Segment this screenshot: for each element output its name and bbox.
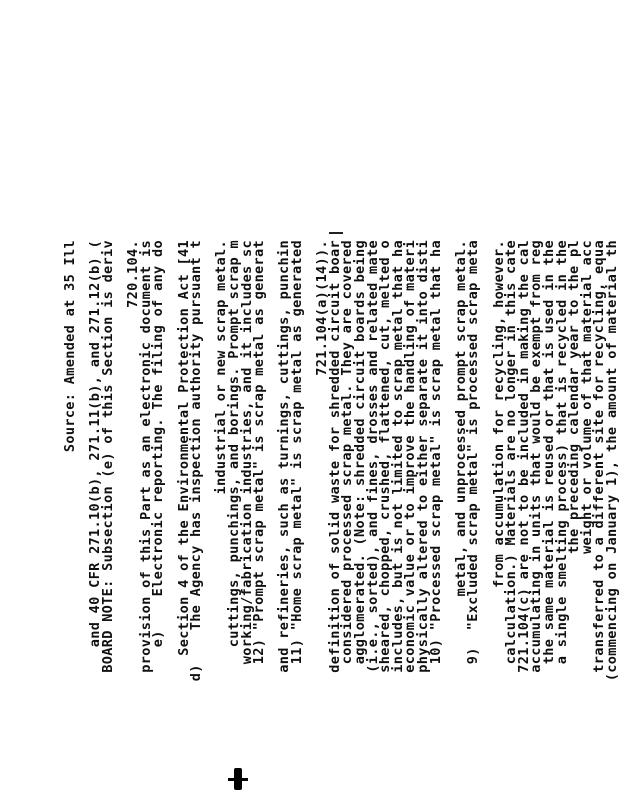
text-line: 12) "Prompt scrap metal" is scrap metal as generat xyxy=(251,240,267,665)
text-line: (i.e., sorted), and fines, drosses and related mate xyxy=(364,240,381,673)
text-line: industrial or new scrap metal. xyxy=(213,240,230,495)
text-line: transferred to a different site for recycling, equa xyxy=(591,240,608,673)
text-line: metal, and unprocessed prompt scrap metal. xyxy=(452,240,469,597)
text-line: 721.104(a)(14)). xyxy=(314,240,330,376)
text-line: definition of solid waste for shredded circuit boar xyxy=(326,240,343,673)
text-line: physically altered to either separate it into disti xyxy=(414,240,431,673)
text-line: weight or volume of that material acc xyxy=(578,240,595,554)
text-line: sheared, chopped, crushed, flattened, cut, melted o xyxy=(377,240,393,673)
text-line: calculation.) Materials are no longer in this cate xyxy=(503,240,519,665)
text-line: Section 4 of the Environmental Protection Act [41 xyxy=(175,240,192,656)
text-line: d) The Agency has inspection authority pursuant t xyxy=(188,240,204,682)
text-line: the preceding calendar year to the pl xyxy=(566,240,582,554)
text-line: accumulating in units that would be exempt from reg xyxy=(528,240,545,673)
text-line: provision of this Part as an electronic document is xyxy=(137,240,154,673)
text-line: 721.104(c) are not to be included in making the cal xyxy=(515,240,532,673)
text-line: 11) "Home scrap metal" is scrap metal as generated xyxy=(288,240,305,665)
text-line: a single smelting process) that is recycled in the xyxy=(553,240,570,665)
text-line: economic value or to improve the handling of materi xyxy=(402,240,419,673)
text-line: agglomerated. (Note: shredded circuit boards being xyxy=(351,240,368,665)
text-line: cuttings, punchings, and borings. Prompt scrap m xyxy=(225,240,242,648)
text-line: and refineries, such as turnings, cuttings, punchin xyxy=(276,240,293,673)
text-line: 720.104. xyxy=(125,240,141,308)
text-line: (commencing on January 1), the amount of material th xyxy=(603,240,620,682)
text-line: 9) "Excluded scrap metal" is processed scrap meta xyxy=(465,240,482,665)
text-line: the same material is reused or that is used in the xyxy=(540,240,557,665)
text-line: Source: Amended at 35 Ill xyxy=(62,240,78,453)
text-line: considered processed scrap metal. They are covered xyxy=(339,240,356,665)
text-line: includes, but is not limited to scrap metal that ha xyxy=(389,240,406,673)
text-line: working/fabrication industries, and it includes sc xyxy=(238,240,255,665)
text-line: 10) "Processed scrap metal" is scrap metal that ha xyxy=(427,240,444,665)
text-line: and 40 CFR 271.10(b), 271.11(b), and 271.12(b) ( xyxy=(87,240,104,648)
text-line: BOARD NOTE: Subsection (e) of this Section is deriv xyxy=(99,240,116,673)
text-line: e) Electronic reporting. The filing of any do xyxy=(150,240,167,648)
text-line: from accumulation for recycling, however. xyxy=(490,240,507,588)
